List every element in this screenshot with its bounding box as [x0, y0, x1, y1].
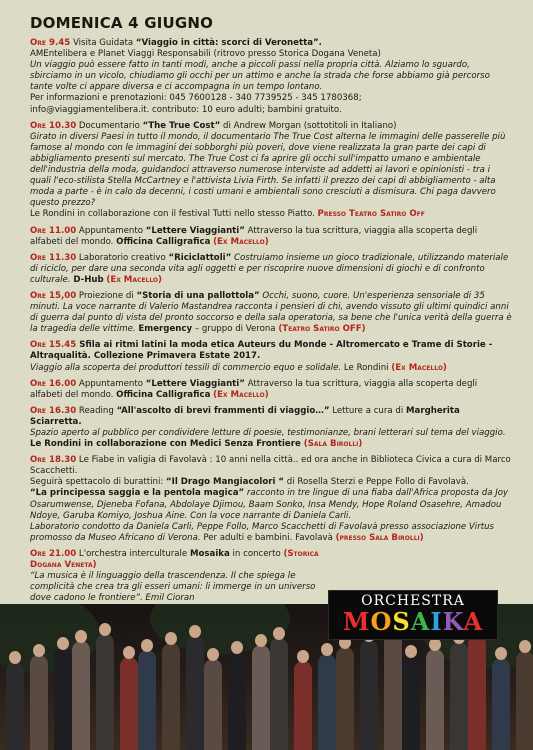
musician-head	[519, 640, 531, 653]
event-organizer: AMEntelibera e Planet Viaggi Responsabili (ritrovo presso Storica Dogana Veneta)	[30, 49, 381, 60]
event-1100: Ore 11.00 Appuntamento “Lettere Viaggianti” Attraverso la tua scrittura, viaggia alla scoperta degli alfabeti del mondo. Officina Calligrafica (Ex Macello)	[30, 225, 478, 247]
event-time: Ore 11.00	[30, 225, 77, 236]
musician-figure	[72, 641, 90, 750]
musician-head	[273, 627, 285, 640]
event-time: Ore 16.30	[30, 405, 77, 416]
event-1600: Ore 16.00 Appuntamento “Lettere Viaggianti” Attraverso la tua scrittura, viaggia alla scoperta degli alfabeti del mondo. Officina Calligrafica (Ex Macello)	[30, 378, 478, 400]
event-description: Un viaggio può essere fatto in tanti modi, anche a piccoli passi nella propria città. Alziamo lo sguardo, sbirciamo in un vicolo, chiudiamo gli occhi per un attimo e anche la strada che forse abbiamo già percorso tante volte ci appare diversa e ci accompagna in un tempo lontano.	[30, 60, 490, 93]
program-content	[30, 14, 512, 609]
event-venue: (Ex Macello)	[213, 236, 269, 247]
musician-figure	[318, 654, 336, 750]
event-title: “Storia di una pallottola”	[136, 290, 260, 301]
musician-figure	[294, 661, 312, 750]
event-1030: Ore 10.30 Documentario “The True Cost” di Andrew Morgan (sottotitoli in Italiano) Girato in diversi Paesi in tutto il mondo, il documentario The True Cost alterna le immagini delle passerelle più famose al mondo con le immagini dei sobborghi più poveri, dove viene realizzata la gran parte dei capi di abbigliamento presenti sul mercato. The True Cost ci fa aprire gli occhi sull'impatto umano e ambientale dell'industria della moda, guidandoci attraverso numerose interviste ad addetti ai lavori e opinionisti - tra i quali l'eco-stilista Stella McCartney e l'attivista Livia Firth. Se infatti il prezzo dei capi di abbigliamento - alta moda a parte - è in calo da decenni, i costi umani e ambientali sono cresciuti a dismisura. Chi paga davvero questo prezzo? Le Rondini in collaborazione con il festival Tutti nello stesso Piatto. Presso Teatro Satiro Off	[30, 121, 512, 221]
event-contact: Per informazioni e prenotazioni: 045 7600128 - 340 7739525 - 345 1780368;	[30, 93, 362, 104]
event-title: Mosaika	[189, 548, 230, 559]
musician-head	[9, 651, 21, 664]
event-quote: “La musica è il linguaggio della trascendenza. Il che spiega le complicità che crea tra gli esseri umani: li immerge in un universo dove cadono le frontiere”.	[30, 571, 316, 604]
musician-figure	[402, 656, 420, 750]
musician-figure	[162, 643, 180, 750]
event-time: Ore 9.45	[30, 38, 71, 48]
musician-figure	[120, 657, 138, 750]
event-title: “Lettere Viaggianti”	[145, 225, 245, 236]
musician-head	[57, 637, 69, 650]
event-title: “All'ascolto di brevi frammenti di viaggio…”	[116, 405, 330, 416]
musician-head	[99, 623, 111, 636]
event-title: “The True Cost”	[142, 120, 221, 131]
event-venue: (Storica Dogana Veneta)	[30, 548, 319, 571]
event-time: Ore 15.45	[30, 340, 77, 351]
musician-figure	[30, 655, 48, 750]
musician-figure	[204, 659, 222, 750]
event-1130: Ore 11.30 Laboratorio creativo “Riciclattoli” Costruiamo insieme un gioco tradizionale, utilizzando materiale di riciclo, per dare una seconda vita agli oggetti e per riscoprire nuove dimensioni di giochi e di confronto culturale. D-Hub (Ex Macello)	[30, 252, 509, 285]
musician-head	[231, 641, 243, 654]
event-venue: (presso Sala Birolli)	[335, 532, 424, 543]
event-description: Girato in diversi Paesi in tutto il mondo, il documentario The True Cost alterna le immagini delle passerelle più famose al mondo con le immagini dei sobborghi più poveri, dove viene realizzata la gran parte dei capi di abbigliamento presenti sul mercato. The True Cost ci fa aprire gli occhi sull'impatto umano e ambientale dell'industria della moda, guidandoci attraverso numerose interviste ad addetti ai lavori e opinionisti - tra i quali l'eco-stilista Stella McCartney e l'attivista Livia Firth. Se infatti il prezzo dei capi di abbigliamento - alta moda a parte - è in calo da decenni, i costi umani e ambientali sono cresciuti a dismisura. Chi paga davvero questo prezzo?	[30, 131, 506, 209]
event-venue: Presso Teatro Satiro Off	[317, 209, 425, 220]
orchestra-mosaika-logo	[328, 590, 498, 640]
musician-figure	[426, 649, 444, 750]
musician-figure	[96, 634, 114, 750]
musician-head	[33, 644, 45, 657]
musician-head	[165, 632, 177, 645]
event-contact-email: info@viaggiamentelibera.it. contributo: 10 euro adulti; bambini gratuito.	[30, 104, 342, 115]
event-time: Ore 10.30	[30, 120, 77, 131]
event-1630: Ore 16.30 Reading “All'ascolto di brevi frammenti di viaggio…” Letture a cura di Margherita Sciarretta. Spazio aperto al pubblico per condividere letture di poesie, testimonianze, brani letterari sul tema del viaggio. Le Rondini in collaborazione con Medici Senza Frontiere (Sala Birolli)	[30, 405, 506, 450]
event-0945: Ore 9.45 Visita Guidata “Viaggio in città: scorci di Veronetta”. AMEntelibera e Planet Viaggi Responsabili (ritrovo presso Storica Dogana Veneta) Un viaggio può essere fatto in tanti modi, anche a piccoli passi nella propria città. Alziamo lo sguardo, sbirciamo in un vicolo, chiudiamo gli occhi per un attimo e anche la strada che forse abbiamo già percorso tante volte ci appare diversa e ci accompagna in un tempo lontano. Per informazioni e prenotazioni: 045 7600128 - 340 7739525 - 345 1780368; info@viaggiamentelibera.it. contributo: 10 euro adulti; bambini gratuito.	[30, 38, 512, 116]
musician-figure	[360, 640, 378, 750]
event-1545: Ore 15.45 Sfila ai ritmi latini la moda etica Auteurs du Monde - Altromercato e Trame di Storie - Altraqualità. Collezione Primavera Estate 2017. Viaggio alla scoperta dei produttori tessili di commercio equo e solidale. Le Rondini (Ex Macello)	[30, 340, 493, 373]
page-title: DOMENICA 4 GIUGNO	[30, 14, 214, 32]
musician-head	[189, 625, 201, 638]
event-time: Ore 11.30	[30, 252, 77, 263]
event-time: Ore 21.00	[30, 548, 77, 559]
event-venue: (Ex Macello)	[391, 362, 447, 373]
logo-label: ORCHESTRA	[361, 593, 465, 609]
event-title: “Viaggio in città: scorci di Veronetta”.	[135, 38, 322, 48]
musician-head	[75, 630, 87, 643]
musician-head	[495, 647, 507, 660]
event-time: Ore 16.00	[30, 378, 77, 389]
musician-figure	[186, 636, 204, 750]
musician-figure	[384, 633, 402, 750]
musician-figure	[450, 642, 468, 750]
event-venue: (Teatro Satiro OFF)	[278, 324, 366, 335]
event-1500: Ore 15,00 Proiezione di “Storia di una pallottola” Occhi, suono, cuore. Un'esperienza sensoriale di 35 minuti. La voce narrante di Valerio Mastandrea racconta i pensieri di chi, avendo vissuto gli ultimi quindici anni di guerra dal punto di vista del pronto soccorso e della sala operatoria, sa bene che l'unica verità della guerra è la tragedia delle vittime. Emergency – gruppo di Verona (Teatro Satiro OFF)	[30, 290, 512, 335]
musician-figure	[228, 652, 246, 750]
musician-head	[297, 650, 309, 663]
musician-head	[207, 648, 219, 661]
event-venue: (Sala Birolli)	[303, 439, 363, 450]
event-title: “Riciclattoli”	[168, 252, 232, 263]
event-title: Sfila ai ritmi latini la moda etica Auteurs du Monde - Altromercato e Trame di Storie - Altraqualità. Collezione Primavera Estate 2017.	[30, 340, 493, 362]
musician-head	[405, 645, 417, 658]
event-2100: Ore 21.00 L'orchestra interculturale Mosaika in concerto (Storica Dogana Veneta) “La musica è il linguaggio della trascendenza. Il che spiega le complicità che crea tra gli esseri umani: li immerge in un universo dove cadono le frontiere”. Emil Cioran	[30, 548, 319, 604]
musician-figure	[252, 645, 270, 750]
event-title: Le Fiabe in valigia di Favolavà	[76, 455, 207, 466]
musician-head	[141, 639, 153, 652]
musician-head	[123, 646, 135, 659]
musician-figure	[6, 662, 24, 750]
musician-figure	[468, 635, 486, 750]
musician-figure	[138, 650, 156, 750]
musician-head	[321, 643, 333, 656]
event-time: Ore 18.30	[30, 455, 77, 466]
musician-figure	[336, 647, 354, 750]
event-venue: (Ex Macello)	[213, 389, 269, 400]
event-title: “Lettere Viaggianti”	[145, 378, 245, 389]
musician-figure	[492, 658, 510, 750]
musician-figure	[54, 648, 72, 750]
musician-figure	[516, 651, 533, 750]
event-1830: Ore 18.30 Le Fiabe in valigia di Favolavà : 10 anni nella città.. ed ora anche in Biblioteca Civica a cura di Marco Scacchetti. Seguirà spettacolo di burattini: “Il Drago Mangiacolori “ di Rosella Sterzi e Peppe Follo di Favolavà. “La principessa saggia e la pentola magica” racconto in tre lingue di una fiaba dall'Africa proposta da Joy Osarumwense, Djeneba Fofana, Abdolaye Djimou, Baam Sonko, Insa Mendy, Hope Roland Osasehre, Amadou Ndoye, Garuba Komiyo, Joshua Aine. Con la voce narrante di Daniela Carli. Laboratorio condotto da Daniela Carli, Peppe Follo, Marco Scacchetti di Favolavà presso associazione Virtus promosso da Museo Africano di Verona. Per adulti e bambini. Favolavà (presso Sala Birolli)	[30, 455, 511, 543]
musician-figure	[270, 638, 288, 750]
event-venue: (Ex Macello)	[106, 274, 162, 285]
musician-head	[255, 634, 267, 647]
logo-wordmark: MOSAIKA	[342, 607, 484, 636]
event-time: Ore 15,00	[30, 290, 77, 301]
